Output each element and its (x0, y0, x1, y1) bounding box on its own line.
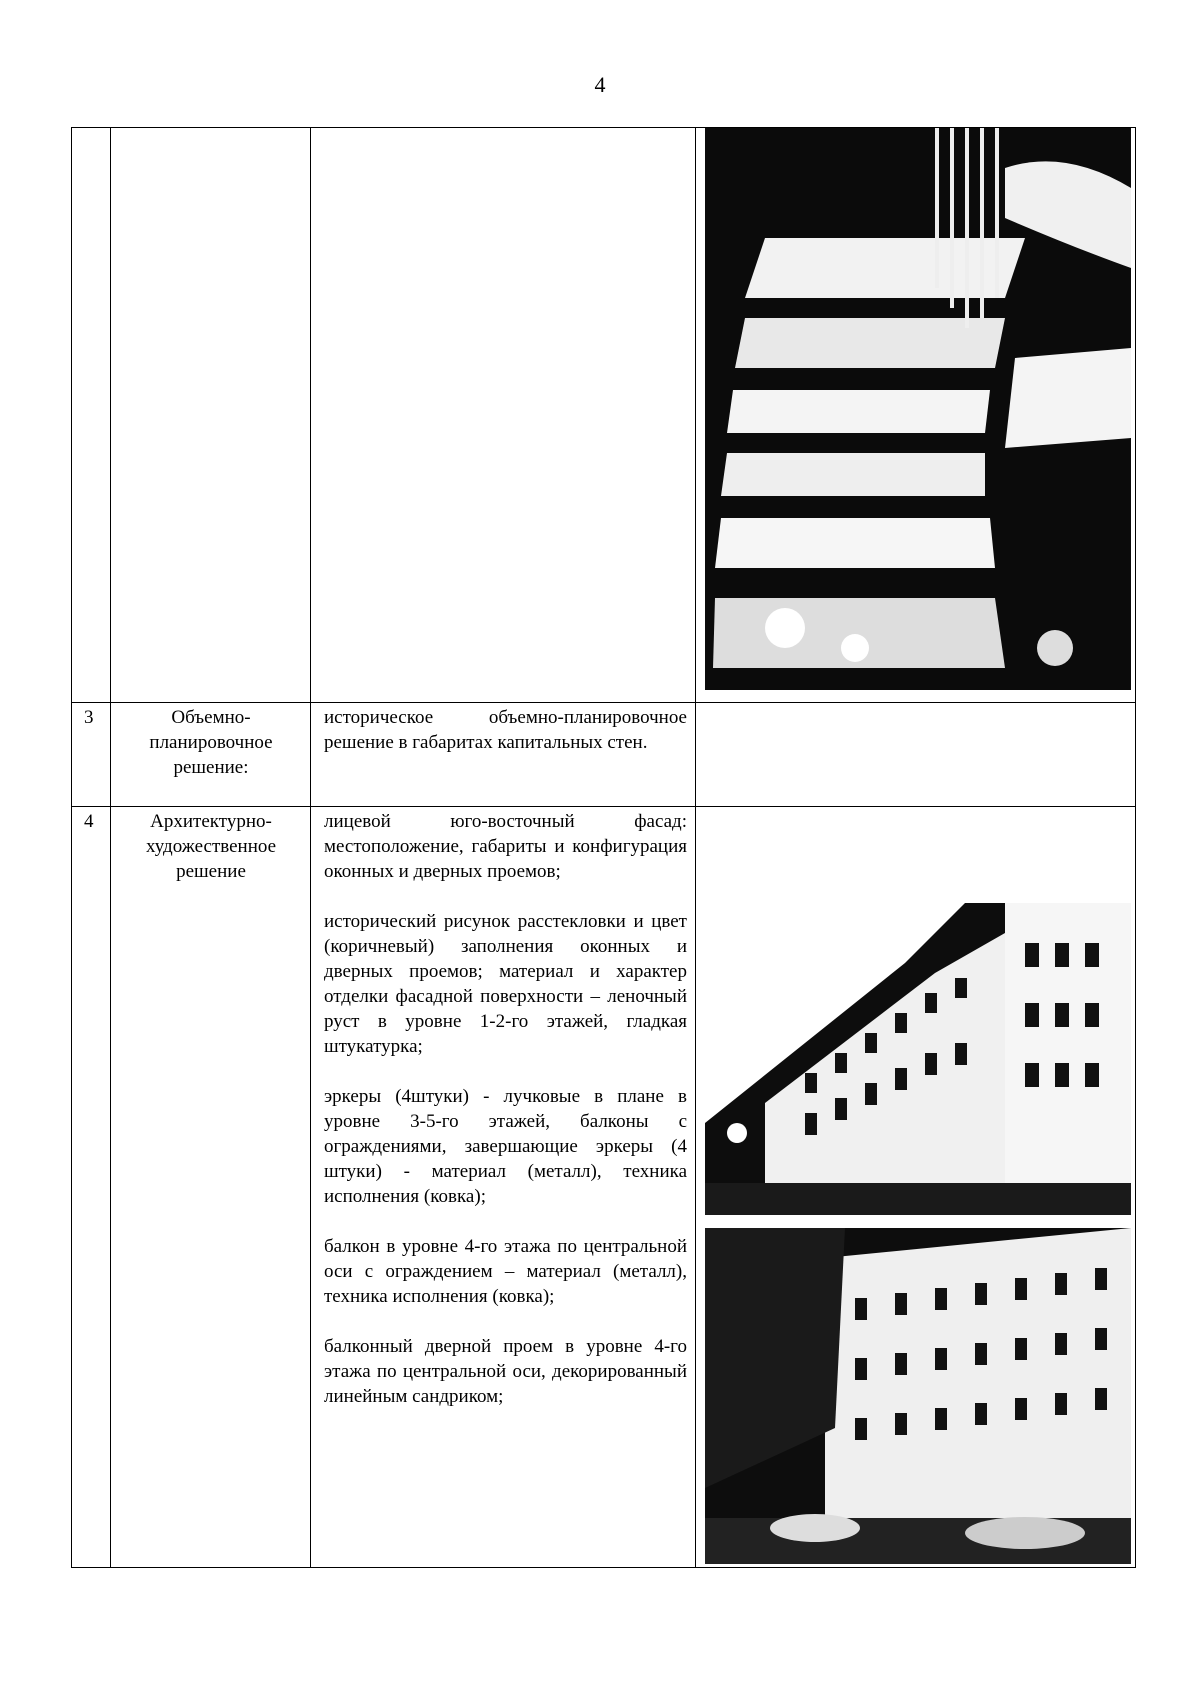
row-number: 4 (84, 811, 94, 832)
row-description-text: историческое объемно-планировочное решение в габаритах капитальных стен. (324, 707, 687, 753)
page-number: 4 (594, 72, 606, 97)
description-paragraph: балкон в уровне 4-го этажа по центральной оси с ограждением – материал (металл), техника исполнения (ковка); (324, 1236, 687, 1307)
description-paragraph: лицевой юго-восточный фасад: местоположение, габариты и конфигурация оконных и дверных проемов; (324, 811, 687, 882)
facade-photo-2 (705, 1228, 1131, 1564)
row-number: 3 (84, 707, 94, 728)
staircase-photo-image (705, 128, 1131, 690)
row-name: Объемно- планировочное решение: (149, 707, 273, 778)
column-divider (310, 128, 311, 1567)
description-paragraph: балконный дверной проем в уровне 4-го этажа по центральной оси, декорированный линейным сандриком; (324, 1336, 687, 1407)
column-divider (695, 128, 696, 1567)
facade-photo-1 (705, 903, 1131, 1215)
row-description (312, 809, 695, 1409)
facade-photo-2-image (705, 1228, 1131, 1564)
heritage-elements-table (71, 127, 1136, 1568)
row-divider (72, 806, 1135, 807)
staircase-photo (705, 128, 1131, 690)
description-paragraph: исторический рисунок расстекловки и цвет (коричневый) заполнения оконных и дверных проемов; материал и характер отделки фасадной поверхности – леночный руст в уровне 1-2-го этажей, гладкая штукатурка; (324, 911, 687, 1057)
row-name: Архитектурно- художественное решение (145, 811, 277, 882)
row-description (312, 705, 695, 755)
facade-photo-1-image (705, 903, 1131, 1215)
row-divider (72, 702, 1135, 703)
column-divider (110, 128, 111, 1567)
description-paragraph: эркеры (4штуки) - лучковые в плане в уровне 3-5-го этажей, балконы с ограждениями, завершающие эркеры (4 штуки) - материал (металл), техника исполнения (ковка); (324, 1086, 687, 1207)
